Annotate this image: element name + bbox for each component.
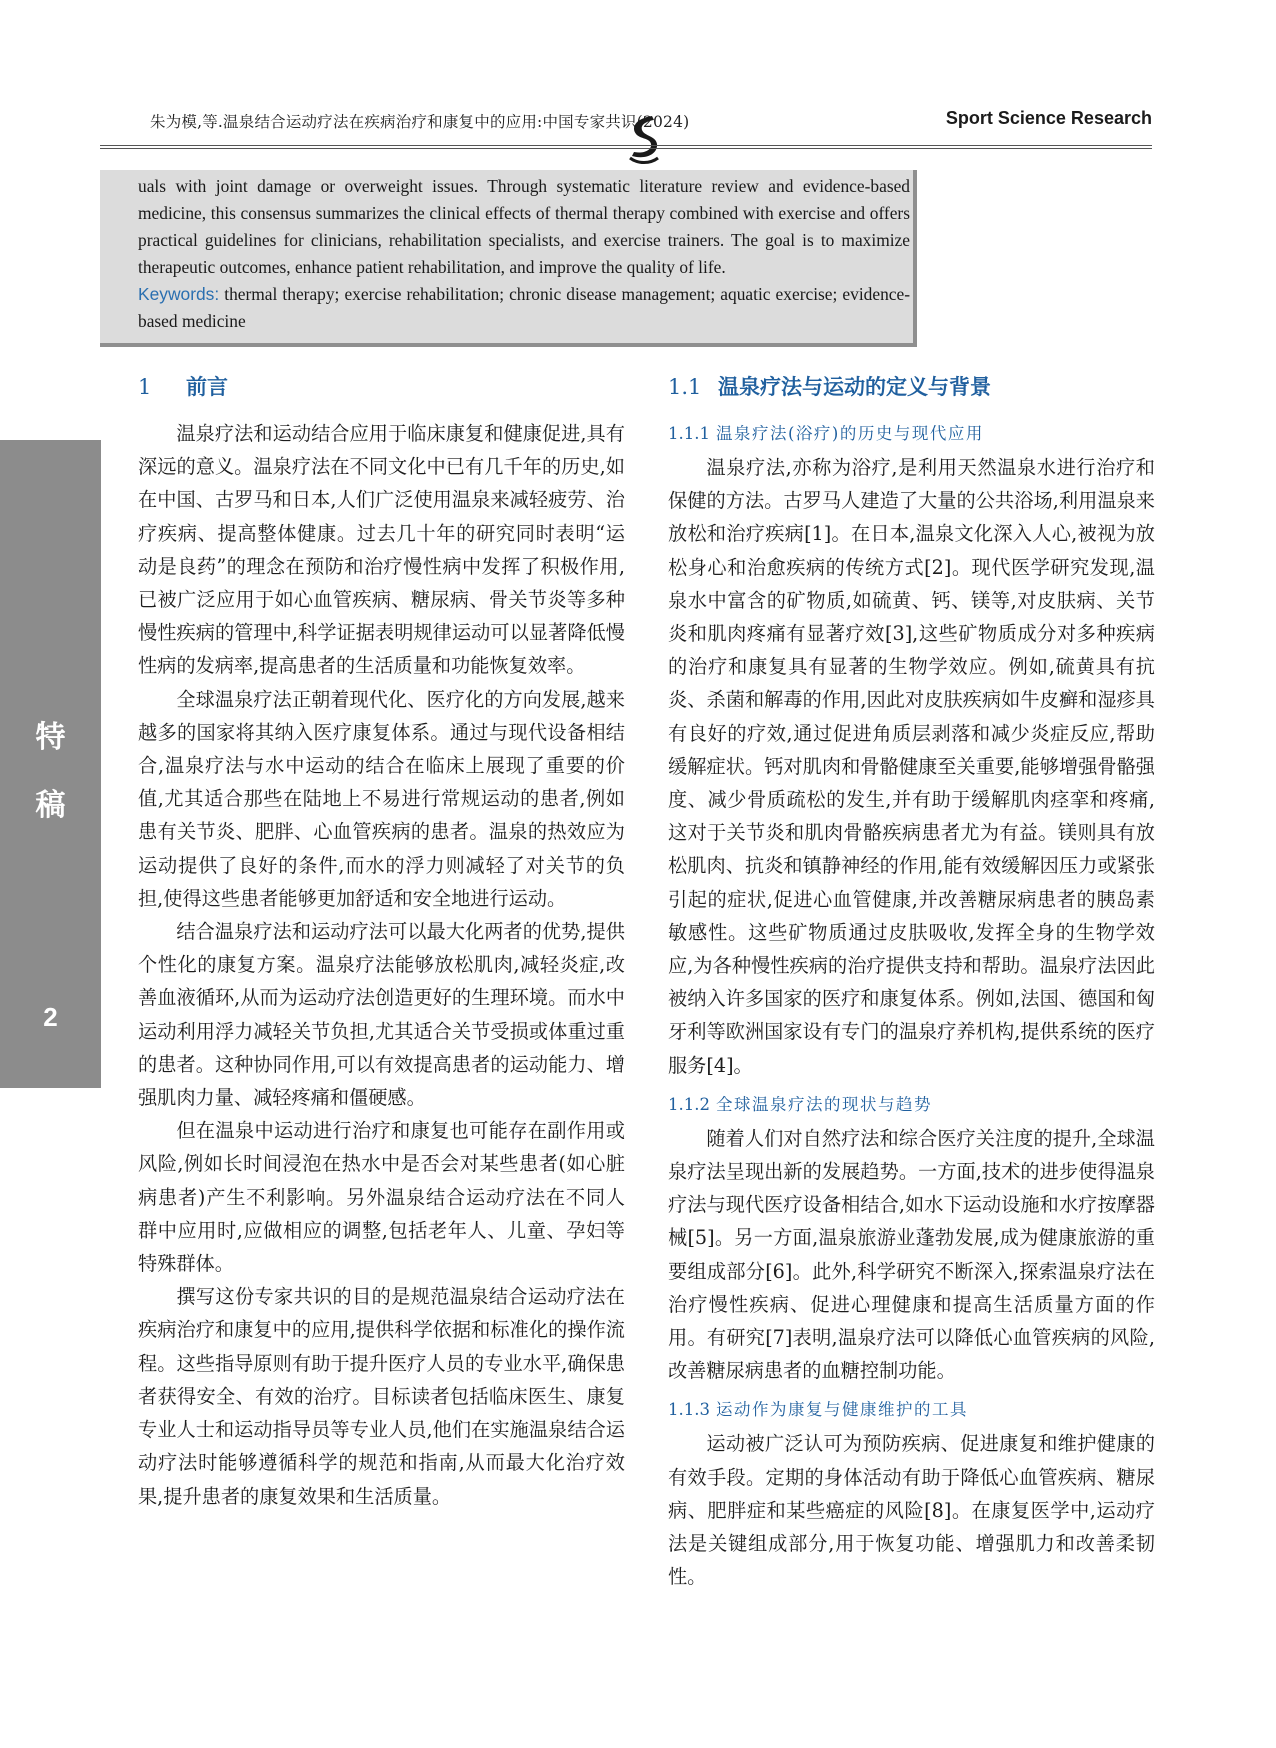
subsection-number: 1.1 [668, 375, 702, 399]
subsubsection-title: 温泉疗法(浴疗)的历史与现代应用 [715, 424, 984, 443]
paragraph: 全球温泉疗法正朝着现代化、医疗化的方向发展,越来越多的国家将其纳入医疗康复体系。通过与现代设备相结合,温泉疗法与水中运动的结合在临床上展现了重要的价值,尤其适合那些在陆地上不易进行常规运动的患者,例如患有关节炎、肥胖、心血管疾病的患者。温泉的热效应为运动提供了良好的条件,而水的浮力则减轻了对关节的负担,使得这些患者能够更加舒适和安全地进行运动。 [138, 687, 625, 910]
subsubsection-number: 1.1.2 [668, 1094, 710, 1114]
journal-logo-icon [624, 112, 664, 166]
paragraph: 撰写这份专家共识的目的是规范温泉结合运动疗法在疾病治疗和康复中的应用,提供科学依据和标准化的操作流程。这些指导原则有助于提升医疗人员的专业水平,确保患者获得安全、有效的治疗。目标读者包括临床医生、康复专业人士和运动指导员等专业人员,他们在实施温泉结合运动疗法时能够遵循科学的规范和指南,从而最大化治疗效果,提升患者的康复效果和生活质量。 [138, 1285, 625, 1508]
subsection-heading [668, 365, 1155, 417]
subsubsection-heading-2 [668, 1088, 1155, 1122]
right-column [668, 365, 1155, 1594]
paragraph: 温泉疗法和运动结合应用于临床康复和健康促进,具有深远的意义。温泉疗法在不同文化中已有几千年的历史,如在中国、古罗马和日本,人们广泛使用温泉来减轻疲劳、治疗疾病、提高整体健康。过去几十年的研究同时表明“运动是良药”的理念在预防和治疗慢性病中发挥了积极作用,已被广泛应用于如心血管疾病、糖尿病、骨关节炎等多种慢性疾病的管理中,科学证据表明规律运动可以显著降低慢性病的发病率,提高患者的生活质量和功能恢复效率。 [138, 422, 625, 678]
paragraph: 但在温泉中运动进行治疗和康复也可能存在副作用或风险,例如长时间浸泡在热水中是否会对某些患者(如心脏病患者)产生不利影响。另外温泉结合运动疗法在不同人群中应用时,应做相应的调整,包括老年人、儿童、孕妇等特殊群体。 [138, 1119, 625, 1276]
abstract-text [138, 173, 910, 335]
keywords-label: Keywords: [138, 284, 220, 304]
subsubsection-title: 全球温泉疗法的现状与趋势 [715, 1094, 932, 1114]
keywords-line [138, 281, 910, 335]
section-title: 前言 [186, 375, 228, 399]
keywords-list: thermal therapy; exercise rehabilitation; chronic disease management; aquatic exercise; evidence-based medicine [138, 284, 910, 331]
subsection-title: 温泉疗法与运动的定义与背景 [718, 375, 991, 399]
paragraph: 结合温泉疗法和运动疗法可以最大化两者的优势,提供个性化的康复方案。温泉疗法能够放松肌肉,减轻炎症,改善血液循环,从而为运动疗法创造更好的生理环境。而水中运动利用浮力减轻关节负担,尤其适合关节受损或体重过重的患者。这种协同作用,可以有效提高患者的运动能力、增强肌肉力量、减轻疼痛和僵硬感。 [138, 920, 625, 1110]
subsubsection-number: 1.1.1 [668, 424, 710, 443]
section-heading [138, 365, 625, 417]
abstract-body: uals with joint damage or overweight issues. Through systematic literature review and evidence-based medicine, this consensus summarizes the clinical effects of thermal therapy combined with exercise and offers practical guidelines for clinicians, rehabilitation specialists, and exercise trainers. The goal is to maximize therapeutic outcomes, enhance patient rehabilitation, and improve the quality of life. [138, 176, 910, 277]
paragraph: 温泉疗法,亦称为浴疗,是利用天然温泉水进行治疗和保健的方法。古罗马人建造了大量的公共浴场,利用温泉来放松和治疗疾病[1]。在日本,温泉文化深入人心,被视为放松身心和治愈疾病的传统方式[2]。现代医学研究发现,温泉水中富含的矿物质,如硫黄、钙、镁等,对皮肤病、关节炎和肌肉疼痛有显著疗效[3],这些矿物质成分对多种疾病的治疗和康复具有显著的生物学效应。例如,硫黄具有抗炎、杀菌和解毒的作用,因此对皮肤疾病如牛皮癣和湿疹具有良好的疗效,通过促进角质层剥落和减少炎症反应,帮助缓解症状。钙对肌肉和骨骼健康至关重要,能够增强骨骼强度、减少骨质疏松的发生,并有助于缓解肌肉痉挛和疼痛,这对于关节炎和肌肉骨骼疾病患者尤为有益。镁则具有放松肌肉、抗炎和镇静神经的作用,能有效缓解因压力或紧张引起的症状,促进心血管健康,并改善糖尿病患者的胰岛素敏感性。这些矿物质通过皮肤吸收,发挥全身的生物学效应,为各种慢性疾病的治疗提供支持和帮助。温泉疗法因此被纳入许多国家的医疗和康复体系。例如,法国、德国和匈牙利等欧洲国家设有专门的温泉疗养机构,提供系统的医疗服务[4]。 [668, 456, 1155, 1077]
paragraph: 随着人们对自然疗法和综合医疗关注度的提升,全球温泉疗法呈现出新的发展趋势。一方面,技术的进步使得温泉疗法与现代医疗设备相结合,如水下运动设施和水疗按摩器械[5]。另一方面,温泉旅游业蓬勃发展,成为健康旅游的重要组成部分[6]。此外,科学研究不断深入,探索温泉疗法在治疗慢性疾病、促进心理健康和提高生活质量方面的作用。有研究[7]表明,温泉疗法可以降低心血管疾病的风险,改善糖尿病患者的血糖控制功能。 [668, 1126, 1155, 1383]
left-column [138, 365, 625, 1513]
subsubsection-heading-3 [668, 1393, 1155, 1427]
running-title: 朱为模,等.温泉结合运动疗法在疾病治疗和康复中的应用:中国专家共识(2024) [150, 113, 690, 131]
side-tab-char-1: 特 [35, 720, 66, 755]
paragraph: 运动被广泛认可为预防疾病、促进康复和维护健康的有效手段。定期的身体活动有助于降低心血管疾病、糖尿病、肥胖症和某些癌症的风险[8]。在康复医学中,运动疗法是关键组成部分,用于恢复功能、增强肌力和改善柔韧性。 [668, 1432, 1155, 1589]
side-tab-char-2: 稿 [35, 788, 66, 823]
subsubsection-title: 运动作为康复与健康维护的工具 [715, 1400, 968, 1420]
side-tab [0, 440, 101, 1088]
page-number: 2 [43, 1002, 58, 1032]
journal-name: Sport Science Research [945, 108, 1152, 128]
header-rule-thin [100, 148, 1152, 149]
section-number: 1 [138, 375, 152, 399]
header-rule [100, 145, 1152, 146]
subsubsection-number: 1.1.3 [668, 1400, 710, 1420]
subsubsection-heading-1 [668, 417, 1155, 451]
